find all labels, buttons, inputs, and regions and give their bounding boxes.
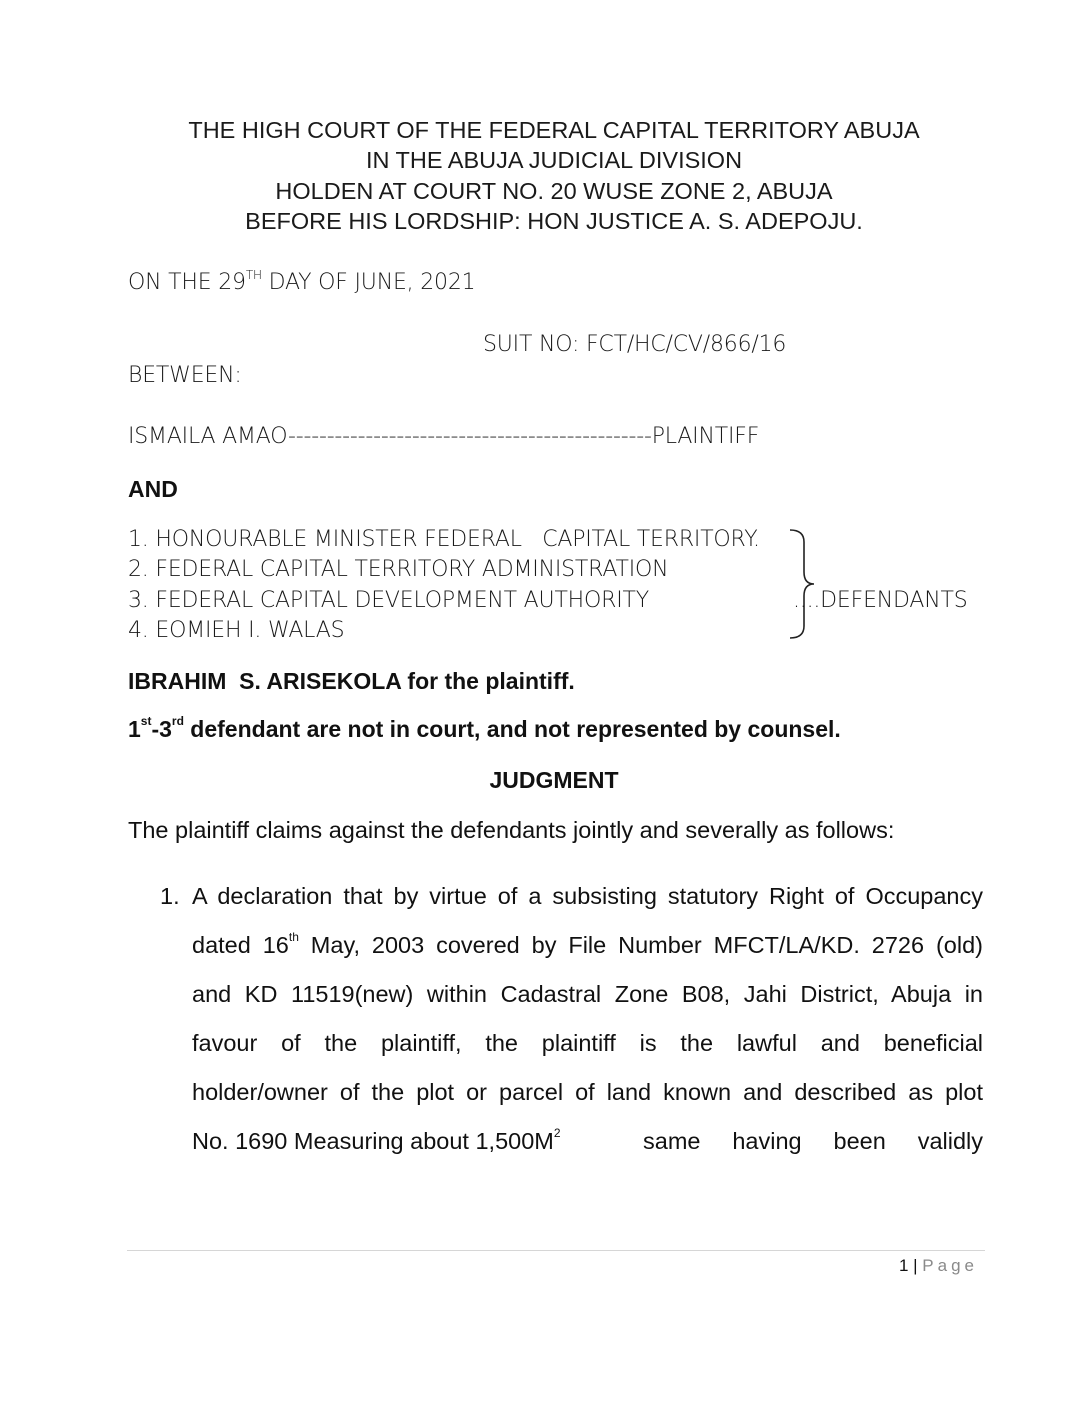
defendants-counsel-note [128,716,841,743]
counsel-note-sup-2: rd [171,714,184,728]
claim-line-2-end: May, 2003 covered by File Number MFCT/LA/KD. 2726 (old) [298,932,983,958]
date-prefix: ON THE 29 [128,270,246,295]
page-number: 1 [898,1256,909,1275]
defendant-2: 2. FEDERAL CAPITAL TERRITORY ADMINISTRATION [128,557,669,582]
claim-line-4: favour of the plaintiff, the plaintiff is the lawful and beneficial [192,1030,983,1056]
date-suffix: DAY OF JUNE, 2021 [261,270,476,295]
between-label: BETWEEN: [128,363,242,388]
claim-line-6-end: same having been validly [643,1128,983,1154]
claim-line-1: A declaration that by virtue of a subsisting statutory Right of Occupancy [192,883,983,909]
defendants-label: ....DEFENDANTS [793,588,968,613]
court-location-line: HOLDEN AT COURT NO. 20 WUSE ZONE 2, ABUJA [275,178,833,204]
defendant-4: 4. EOMIEH I. WALAS [128,618,345,643]
page-word: Page [922,1256,978,1275]
division-line: IN THE ABUJA JUDICIAL DIVISION [365,147,743,173]
claim-line-3: and KD 11519(new) within Cadastral Zone B08, Jahi District, Abuja in [192,981,983,1007]
court-title: THE HIGH COURT OF THE FEDERAL CAPITAL TERRITORY ABUJA [188,117,920,143]
claim-line-2-sup: th [288,930,299,944]
date-sup: TH [245,268,262,282]
and-label: AND [128,476,178,502]
claim-line-6-measure [192,1128,561,1155]
defendants-brace [786,528,816,640]
page-footer [899,1256,978,1276]
suit-number: SUIT NO: FCT/HC/CV/866/16 [483,332,787,357]
claim-number: 1. [160,883,180,909]
claims-intro: The plaintiff claims against the defendants jointly and severally as follows: [128,817,895,843]
judgment-heading: JUDGMENT [489,767,619,793]
plaintiff-counsel: IBRAHIM S. ARISEKOLA for the plaintiff. [128,668,575,694]
claim-line-2 [192,932,983,959]
judgment-date [128,270,475,295]
counsel-note-start: 1 [128,716,141,742]
counsel-note-mid: -3 [151,716,172,742]
plaintiff-line: ISMAILA AMAO-----------------------------------------------PLAINTIFF [128,424,760,449]
defendant-1: 1. HONOURABLE MINISTER FEDERAL CAPITAL TERRITORY. [128,527,760,552]
footer-separator: | [908,1256,923,1275]
claim-line-2-start: dated 16 [192,932,289,958]
counsel-note-rest: defendant are not in court, and not represented by counsel. [183,716,841,742]
claim-line-6-sup: 2 [553,1126,561,1140]
counsel-note-sup-1: st [140,714,152,728]
claim-line-5: holder/owner of the plot or parcel of land known and described as plot [192,1079,983,1105]
claim-line-6-start: No. 1690 Measuring about 1,500M [192,1128,554,1154]
judge-line: BEFORE HIS LORDSHIP: HON JUSTICE A. S. ADEPOJU. [245,208,863,234]
footer-rule [127,1250,985,1251]
defendant-3: 3. FEDERAL CAPITAL DEVELOPMENT AUTHORITY [128,588,649,613]
claim-line-6 [192,1128,983,1155]
